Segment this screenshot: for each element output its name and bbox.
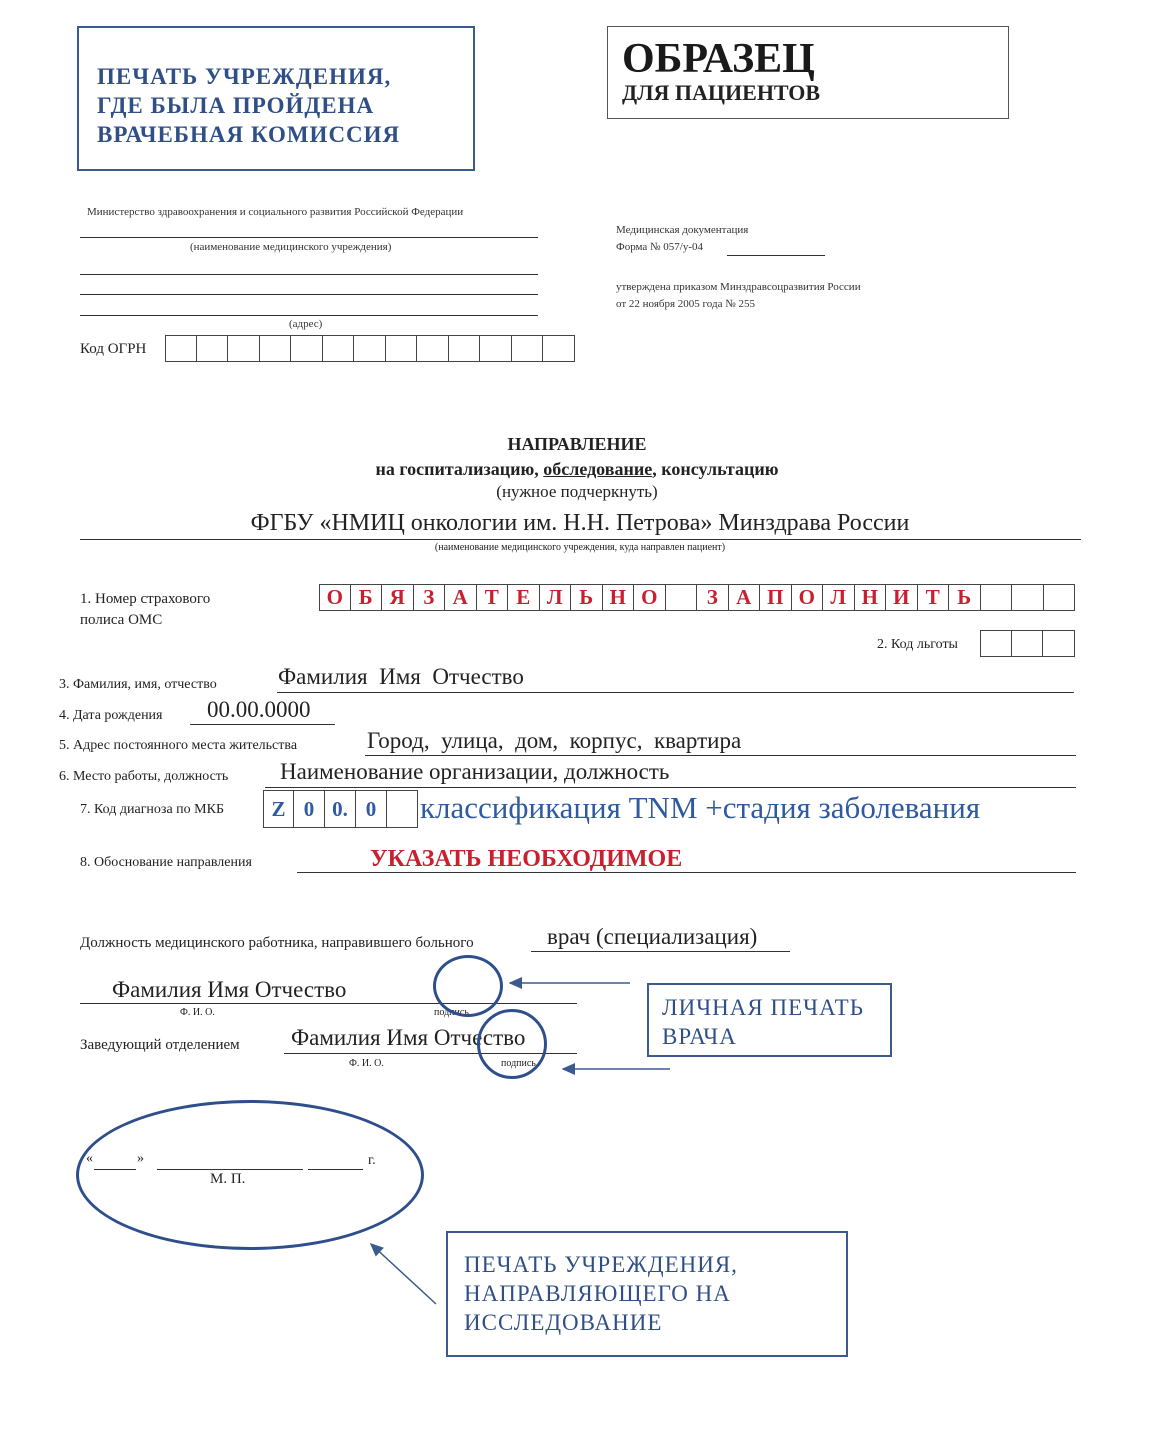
subtitle-part-2: , консультацию	[652, 459, 779, 479]
form-no-text: Форма № 057/у-04	[616, 241, 704, 253]
oms-cell-12[interactable]: З	[697, 584, 729, 611]
reason-label: 8. Обоснование направления	[80, 855, 252, 870]
personal-stamp-line-1: ЛИЧНАЯ ПЕЧАТЬ	[662, 995, 864, 1020]
oms-cell-7[interactable]: Л	[540, 584, 572, 611]
oms-cell-14[interactable]: П	[760, 584, 792, 611]
stamp-referring-line-1: ПЕЧАТЬ УЧРЕЖДЕНИЯ,	[464, 1252, 738, 1277]
ministry-text: Министерство здравоохранения и социального развития Российской Федерации	[87, 206, 464, 218]
oms-cell-16[interactable]: Л	[823, 584, 855, 611]
document-note: (нужное подчеркнуть)	[496, 482, 658, 501]
stamp-referring-box	[446, 1231, 848, 1357]
oms-cell-6[interactable]: Е	[508, 584, 540, 611]
mkb-cell-3[interactable]: 0	[356, 790, 387, 828]
oms-cell-20[interactable]: Ь	[949, 584, 981, 611]
dob-value[interactable]: 00.00.0000	[207, 697, 311, 722]
stamp-referring-line-2: НАПРАВЛЯЮЩЕГО НА	[464, 1281, 731, 1306]
benefit-label: 2. Код льготы	[877, 637, 958, 652]
institution-hint: (наименование медицинского учреждения)	[190, 241, 392, 253]
work-value[interactable]: Наименование организации, должность	[280, 759, 670, 784]
oms-cell-19[interactable]: Т	[918, 584, 950, 611]
subtitle-underlined: обследование	[543, 459, 653, 479]
oms-cell-9[interactable]: Н	[603, 584, 635, 611]
arrow-to-mp-icon	[371, 1244, 436, 1304]
oms-label-1: 1. Номер страхового	[80, 591, 211, 607]
mkb-cell-1[interactable]: 0	[294, 790, 325, 828]
oms-cell-10[interactable]: О	[634, 584, 666, 611]
oms-cell-4[interactable]: А	[445, 584, 477, 611]
dob-label: 4. Дата рождения	[59, 708, 163, 723]
oms-cell-15[interactable]: О	[792, 584, 824, 611]
oms-cell-3[interactable]: З	[414, 584, 446, 611]
doctor-fio-hint: Ф. И. О.	[180, 1007, 215, 1018]
oms-cell-13[interactable]: А	[729, 584, 761, 611]
reason-value[interactable]: УКАЗАТЬ НЕОБХОДИМОЕ	[370, 846, 683, 872]
oms-cell-2[interactable]: Я	[382, 584, 414, 611]
date-quote-open: «	[86, 1151, 93, 1166]
oms-cell-17[interactable]: Н	[855, 584, 887, 611]
mkb-label: 7. Код диагноза по МКБ	[80, 802, 224, 817]
position-value[interactable]: врач (специализация)	[547, 924, 758, 949]
personal-stamp-line-2: ВРАЧА	[662, 1024, 737, 1049]
stamp-institution-line-1: ПЕЧАТЬ УЧРЕЖДЕНИЯ,	[97, 64, 392, 89]
oms-cell-1[interactable]: Б	[351, 584, 383, 611]
subtitle-part-1: на госпитализацию,	[375, 459, 544, 479]
mkb-note: классификация TNM +стадия заболевания	[420, 790, 981, 825]
doctor-sign-hint: подпись	[434, 1007, 469, 1018]
date-month-line	[157, 1169, 303, 1170]
date-day-line	[94, 1169, 136, 1170]
address-value[interactable]: Город, улица, дом, корпус, квартира	[367, 728, 742, 753]
head-sign-hint: подпись	[501, 1058, 536, 1069]
document-title: НАПРАВЛЕНИЕ	[507, 434, 647, 454]
position-label: Должность медицинского работника, направившего больного	[80, 935, 474, 951]
ogrn-label: Код ОГРН	[80, 341, 147, 357]
date-quote-close: »	[137, 1151, 144, 1166]
head-label: Заведующий отделением	[80, 1037, 240, 1053]
stamp-institution-line-2: ГДЕ БЫЛА ПРОЙДЕНА	[97, 93, 375, 118]
oms-cell-5[interactable]: Т	[477, 584, 509, 611]
stamp-institution-line-3: ВРАЧЕБНАЯ КОМИССИЯ	[97, 122, 401, 147]
approved-text-1: утверждена приказом Минздравсоцразвития России	[616, 281, 861, 293]
head-name[interactable]: Фамилия Имя Отчество	[291, 1025, 526, 1050]
target-institution-hint: (наименование медицинского учреждения, куда направлен пациент)	[434, 542, 726, 553]
mp-stamp-oval	[76, 1100, 424, 1250]
oms-cell-8[interactable]: Ь	[571, 584, 603, 611]
address-label: 5. Адрес постоянного места жительства	[59, 738, 298, 753]
head-fio-hint: Ф. И. О.	[349, 1058, 384, 1069]
date-year-suffix: г.	[368, 1153, 376, 1168]
stamp-referring-line-3: ИССЛЕДОВАНИЕ	[464, 1310, 663, 1335]
doctor-name[interactable]: Фамилия Имя Отчество	[112, 977, 347, 1002]
fio-label: 3. Фамилия, имя, отчество	[59, 677, 217, 692]
work-label: 6. Место работы, должность	[59, 769, 229, 784]
mp-label: М. П.	[210, 1171, 246, 1187]
mkb-cell-0[interactable]: Z	[263, 790, 294, 828]
oms-cell-18[interactable]: И	[886, 584, 918, 611]
fio-value[interactable]: Фамилия Имя Отчество	[278, 664, 524, 689]
sample-title: ОБРАЗЕЦ	[622, 36, 815, 82]
mkb-cell-2[interactable]: 0.	[325, 790, 356, 828]
target-institution: ФГБУ «НМИЦ онкологии им. Н.Н. Петрова» Минздрава России	[250, 510, 910, 536]
address-hint: (адрес)	[289, 318, 323, 330]
oms-label-2: полиса ОМС	[80, 612, 163, 628]
sample-subtitle: ДЛЯ ПАЦИЕНТОВ	[622, 80, 821, 105]
med-doc-text: Медицинская документация	[616, 224, 749, 236]
approved-text-2: от 22 ноября 2005 года № 255	[616, 298, 755, 310]
date-year-line	[308, 1169, 363, 1170]
oms-cell-0[interactable]: О	[319, 584, 351, 611]
